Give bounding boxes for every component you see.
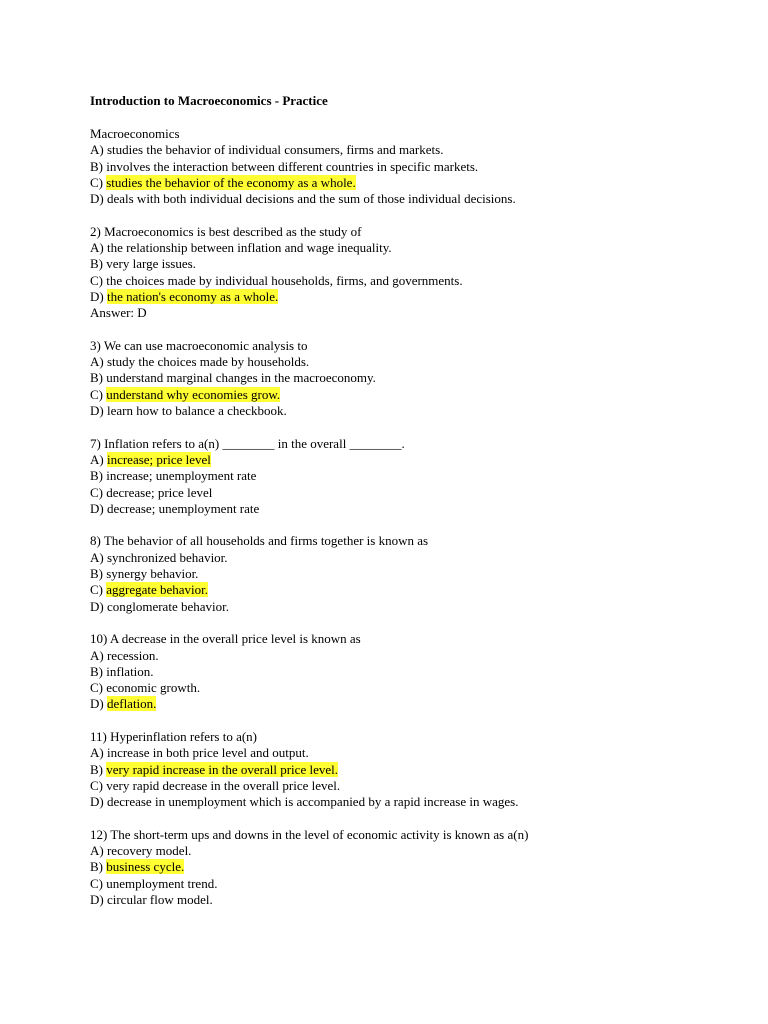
option-text: recession.: [106, 647, 159, 663]
option-text: very large issues.: [106, 256, 196, 272]
option-label: B): [90, 158, 103, 174]
answer-option: [90, 680, 730, 696]
question-list: [90, 126, 730, 908]
question-block: [90, 436, 730, 517]
highlighted-correct-answer: very rapid increase in the overall price level.: [106, 761, 338, 777]
answer-option: [90, 745, 730, 761]
option-label: C): [90, 272, 103, 288]
option-label: D): [90, 288, 104, 304]
option-text: deals with both individual decisions and the sum of those individual decisions.: [106, 191, 516, 207]
answer-option: [90, 256, 730, 272]
option-label: B): [90, 370, 103, 386]
answer-option: [90, 289, 730, 305]
option-text: recovery model.: [106, 843, 192, 859]
answer-option: [90, 159, 730, 175]
option-label: C): [90, 680, 103, 696]
option-label: A): [90, 745, 104, 761]
answer-option: [90, 648, 730, 664]
question-prompt: 2) Macroeconomics is best described as the study of: [90, 223, 362, 239]
answer-option: [90, 175, 730, 191]
answer-option: [90, 843, 730, 859]
option-text: synergy behavior.: [106, 566, 199, 582]
option-label: C): [90, 582, 103, 598]
answer-option: [90, 387, 730, 403]
answer-option: [90, 599, 730, 615]
answer-option: [90, 485, 730, 501]
option-label: A): [90, 354, 104, 370]
option-label: D): [90, 891, 104, 907]
question-prompt: Macroeconomics: [90, 126, 180, 141]
option-text: study the choices made by households.: [106, 354, 310, 370]
option-text: involves the interaction between different countries in specific markets.: [106, 158, 479, 174]
option-text: decrease; unemployment rate: [106, 500, 260, 516]
option-label: B): [90, 663, 103, 679]
option-label: D): [90, 696, 104, 712]
option-text: synchronized behavior.: [106, 549, 228, 565]
question-prompt: 3) We can use macroeconomic analysis to: [90, 337, 308, 353]
option-label: B): [90, 468, 103, 484]
answer-key: Answer: D: [90, 305, 147, 321]
question-block: [90, 533, 730, 614]
answer-option: [90, 859, 730, 875]
option-label: B): [90, 566, 103, 582]
option-label: B): [90, 256, 103, 272]
highlighted-correct-answer: aggregate behavior.: [106, 582, 209, 598]
option-text: very rapid decrease in the overall price level.: [106, 777, 341, 793]
answer-option: [90, 191, 730, 207]
option-label: A): [90, 843, 104, 859]
question-block: [90, 126, 730, 207]
option-text: increase in both price level and output.: [106, 745, 309, 761]
highlighted-correct-answer: business cycle.: [106, 859, 185, 875]
option-text: learn how to balance a checkbook.: [106, 403, 287, 419]
option-text: circular flow model.: [106, 891, 213, 907]
document-title: Introduction to Macroeconomics - Practice: [90, 93, 328, 108]
answer-option: [90, 370, 730, 386]
option-text: the choices made by individual households, firms, and governments.: [106, 272, 463, 288]
answer-option: [90, 468, 730, 484]
question-block: [90, 631, 730, 712]
answer-option: [90, 664, 730, 680]
option-label: A): [90, 240, 104, 256]
option-label: B): [90, 761, 103, 777]
option-label: A): [90, 142, 104, 158]
answer-option: [90, 794, 730, 810]
option-label: C): [90, 875, 103, 891]
answer-option: [90, 403, 730, 419]
option-label: C): [90, 386, 103, 402]
answer-option: [90, 876, 730, 892]
option-text: the relationship between inflation and wage inequality.: [106, 240, 392, 256]
option-text: economic growth.: [106, 680, 201, 696]
highlighted-correct-answer: understand why economies grow.: [106, 386, 281, 402]
answer-option: [90, 696, 730, 712]
option-label: B): [90, 859, 103, 875]
option-text: unemployment trend.: [106, 875, 218, 891]
option-label: C): [90, 484, 103, 500]
answer-option: [90, 273, 730, 289]
option-label: A): [90, 647, 104, 663]
highlighted-correct-answer: studies the behavior of the economy as a whole.: [106, 174, 356, 190]
answer-option: [90, 240, 730, 256]
question-block: [90, 338, 730, 419]
answer-option: [90, 501, 730, 517]
option-text: studies the behavior of individual consumers, firms and markets.: [106, 142, 444, 158]
option-label: D): [90, 598, 104, 614]
answer-option: [90, 778, 730, 794]
document-content: [90, 93, 730, 925]
question-prompt: 10) A decrease in the overall price level is known as: [90, 631, 361, 647]
answer-option: [90, 142, 730, 158]
option-text: decrease; price level: [106, 484, 213, 500]
question-prompt: 11) Hyperinflation refers to a(n): [90, 728, 258, 744]
highlighted-correct-answer: deflation.: [106, 696, 157, 712]
option-label: C): [90, 777, 103, 793]
highlighted-correct-answer: the nation's economy as a whole.: [106, 288, 279, 304]
option-label: D): [90, 191, 104, 207]
answer-option: [90, 762, 730, 778]
option-text: decrease in unemployment which is accompanied by a rapid increase in wages.: [106, 794, 519, 810]
option-text: conglomerate behavior.: [106, 598, 229, 614]
answer-option: [90, 550, 730, 566]
highlighted-correct-answer: increase; price level: [106, 451, 211, 467]
option-label: D): [90, 794, 104, 810]
option-text: understand marginal changes in the macroeconomy.: [106, 370, 376, 386]
answer-option: [90, 354, 730, 370]
question-prompt: 12) The short-term ups and downs in the level of economic activity is known as a(n): [90, 826, 529, 842]
option-text: inflation.: [106, 663, 154, 679]
option-label: C): [90, 174, 103, 190]
option-label: D): [90, 403, 104, 419]
question-block: [90, 827, 730, 908]
question-block: [90, 729, 730, 810]
question-prompt: 8) The behavior of all households and firms together is known as: [90, 533, 429, 549]
answer-option: [90, 582, 730, 598]
option-text: increase; unemployment rate: [106, 468, 257, 484]
option-label: A): [90, 549, 104, 565]
answer-option: [90, 452, 730, 468]
question-prompt: 7) Inflation refers to a(n) ________ in the overall ________.: [90, 435, 405, 451]
answer-option: [90, 892, 730, 908]
option-label: D): [90, 500, 104, 516]
answer-option: [90, 566, 730, 582]
question-block: [90, 224, 730, 322]
option-label: A): [90, 451, 104, 467]
